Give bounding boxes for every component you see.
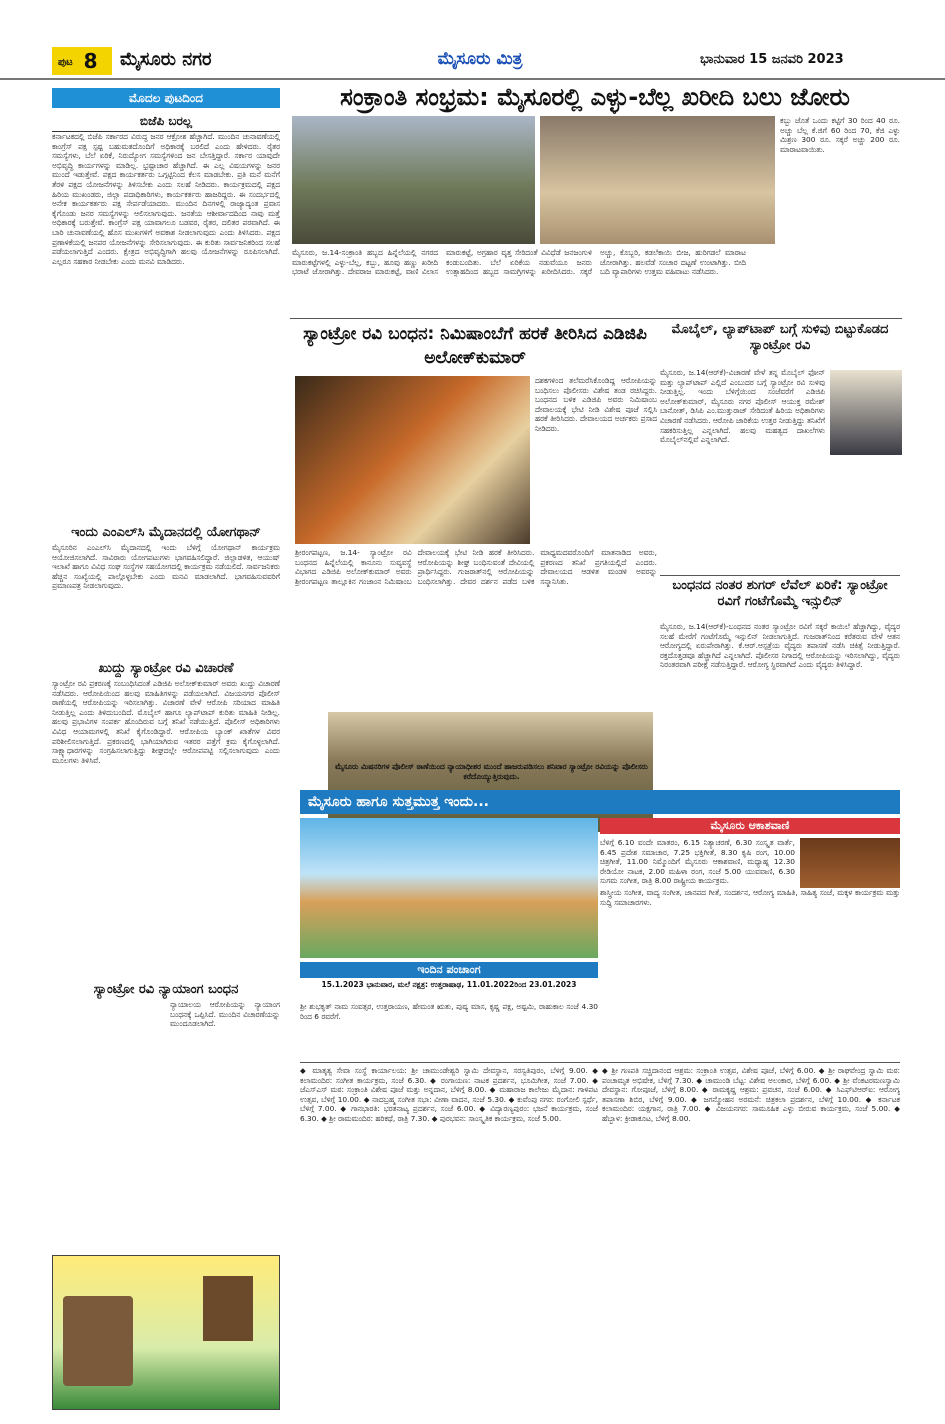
left-body-3: ಸ್ಯಾಂಟ್ರೋ ರವಿ ಪ್ರಕರಣಕ್ಕೆ ಸಂಬಂಧಿಸಿದಂತೆ ಎಡಿಜಿಪಿ ಅಲೋಕ್‌ಕುಮಾರ್ ಅವರು ಖುದ್ದು ವಿಚಾರಣೆ ನಡೆಸಿದರು. ಆರೋಪಿಯಿಂದ ಹಲವು ಮಾಹಿತಿಗಳನ್ನು ಪಡೆಯಲಾಗಿದೆ. ವಿಜಯನಗರ ಪೊಲೀಸ್ ಠಾಣೆಯಲ್ಲಿ ಆರೋಪಿಯನ್ನು ಇರಿಸಲಾಗಿತ್ತು. ವಿಚಾರಣೆ ವೇಳೆ ಆರೋಪಿ ಸರಿಯಾದ ಮಾಹಿತಿ ನೀಡುತ್ತಿಲ್ಲ ಎಂದು ತಿಳಿದುಬಂದಿದೆ. ಮೊಬೈಲ್ ಹಾಗೂ ಲ್ಯಾಪ್‌ಟಾಪ್ ಕುರಿತು ಮಾಹಿತಿ ನೀಡಿಲ್ಲ. ಹಲವು ಪ್ರಭಾವಿಗಳ ಸಂಪರ್ಕ ಹೊಂದಿರುವ ಬಗ್ಗೆ ತನಿಖೆ ನಡೆಯುತ್ತಿದೆ. ಪೊಲೀಸ್ ಅಧಿಕಾರಿಗಳು ವಿವಿಧ ಆಯಾಮಗಳಲ್ಲಿ ತನಿಖೆ ಕೈಗೊಂಡಿದ್ದಾರೆ. ಆರೋಪಿಯ ಬ್ಯಾಂಕ್ ಖಾತೆಗಳ ವಿವರ ಪರಿಶೀಲಿಸಲಾಗುತ್ತಿದೆ. ಪ್ರಕರಣದಲ್ಲಿ ಭಾಗಿಯಾಗಿರುವ ಇತರರ ಪತ್ತೆಗೆ ಕ್ರಮ ಕೈಗೊಳ್ಳಲಾಗಿದೆ. ಸಾಕ್ಷ್ಯಾಧಾರಗಳನ್ನು ಸಂಗ್ರಹಿಸಲಾಗುತ್ತಿದ್ದು ಶೀಘ್ರದಲ್ಲೇ ಆರೋಪಪಟ್ಟಿ ಸಲ್ಲಿಸಲಾಗುವುದು ಎಂದು ಮೂಲಗಳು ತಿಳಿಸಿವೆ. — [52, 679, 280, 765]
divider — [660, 575, 900, 576]
events-list-left: ◆ ಮಾತೃತ್ವ ಸೇವಾ ಸಂಸ್ಥೆ ಕಾರ್ಯಾಲಯ: ಶ್ರೀ ಚಾಮುಂಡೇಶ್ವರಿ ಸ್ವಾಮಿ ದೇವಸ್ಥಾನ, ಸರಸ್ವತಿಪುರಂ, ಬೆಳಿಗ್ಗೆ 9.00. ◆ ಕಲಾಮಂದಿರ: ಸಂಗೀತ ಕಾರ್ಯಕ್ರಮ, ಸಂಜೆ 6.30. ◆ ರಂಗಾಯಣ: ನಾಟಕ ಪ್ರದರ್ಶನ, ಭೂಮಿಗೀತ, ಸಂಜೆ 7.00. ◆ ಜೆಎಸ್‌ಎಸ್ ಮಠ: ಸಂಕ್ರಾಂತಿ ವಿಶೇಷ ಪೂಜೆ ಮತ್ತು ಅನ್ನದಾನ, ಬೆಳಿಗ್ಗೆ 8.00. ◆ ಮಹಾರಾಜ ಕಾಲೇಜು ಮೈದಾನ: ಗಾಳಿಪಟ ಉತ್ಸವ, ಬೆಳಿಗ್ಗೆ 10.00. ◆ ನಾದಬ್ರಹ್ಮ ಸಂಗೀತ ಸಭಾ: ವೀಣಾ ವಾದನ, ಸಂಜೆ 5.30. ◆ ಕುವೆಂಪು ನಗರ: ರಂಗೋಲಿ ಸ್ಪರ್ಧೆ, ಬೆಳಿಗ್ಗೆ 7.00. ◆ ಗಾನಭಾರತಿ: ಭರತನಾಟ್ಯ ಪ್ರದರ್ಶನ, ಸಂಜೆ 6.00. ◆ ವಿದ್ಯಾರಣ್ಯಪುರಂ: ಭಜನೆ ಕಾರ್ಯಕ್ರಮ, ಸಂಜೆ 6.30. ◆ ಶ್ರೀ ರಾಮಮಂದಿರ: ಹರಿಕಥೆ, ರಾತ್ರಿ 7.30. ◆ ಪುರಭವನ: ಸಾಂಸ್ಕೃತಿಕ ಕಾರ್ಯಕ್ರಮ, ಸಂಜೆ 5.00. — [300, 1066, 598, 1123]
paper-name: ಮೈಸೂರು ಮಿತ್ರ — [437, 49, 523, 69]
radio-icon — [800, 838, 900, 888]
section-title: ಮೈಸೂರು ನಗರ — [120, 49, 212, 70]
radio-heading: ಮೈಸೂರು ಆಕಾಶವಾಣಿ — [600, 818, 900, 834]
ad-small-photo — [203, 1276, 253, 1341]
events-list-right: ◆ ಶ್ರೀ ಗಣಪತಿ ಸಚ್ಚಿದಾನಂದ ಆಶ್ರಮ: ಸಂಕ್ರಾಂತಿ ಉತ್ಸವ, ವಿಶೇಷ ಪೂಜೆ, ಬೆಳಿಗ್ಗೆ 6.00. ◆ ಶ್ರೀ ರಾಘವೇಂದ್ರ ಸ್ವಾಮಿ ಮಠ: ಪಂಚಾಮೃತ ಅಭಿಷೇಕ, ಬೆಳಿಗ್ಗೆ 7.30. ◆ ಚಾಮುಂಡಿ ಬೆಟ್ಟ: ವಿಶೇಷ ಅಲಂಕಾರ, ಬೆಳಿಗ್ಗೆ 6.00. ◆ ಶ್ರೀ ವೆಂಕಟರಮಣಸ್ವಾಮಿ ದೇವಸ್ಥಾನ: ಗೋಪೂಜೆ, ಬೆಳಿಗ್ಗೆ 8.00. ◆ ರಾಮಕೃಷ್ಣ ಆಶ್ರಮ: ಪ್ರವಚನ, ಸಂಜೆ 6.00. ◆ ಸಿಎಫ್‌ಟಿಆರ್‌ಐ: ಆರೋಗ್ಯ ತಪಾಸಣಾ ಶಿಬಿರ, ಬೆಳಿಗ್ಗೆ 9.00. ◆ ಜಗನ್ಮೋಹನ ಅರಮನೆ: ಚಿತ್ರಕಲಾ ಪ್ರದರ್ಶನ, ಬೆಳಿಗ್ಗೆ 10.00. ◆ ಕರ್ನಾಟಕ ಕಲಾಮಂದಿರ: ಯಕ್ಷಗಾನ, ರಾತ್ರಿ 7.00. ◆ ವಿಜಯನಗರ: ಸಾಮೂಹಿಕ ಎಳ್ಳು ಬೀರುವ ಕಾರ್ಯಕ್ರಮ, ಸಂಜೆ 5.00. ◆ ಹೆಬ್ಬಾಳ: ಕ್ರೀಡಾಕೂಟ, ಬೆಳಿಗ್ಗೆ 8.00. — [602, 1066, 900, 1123]
officer-portrait-photo — [830, 370, 902, 455]
greeting-advertisement — [52, 1255, 280, 1410]
continued-tag: ಮೊದಲ ಪುಟದಿಂದ — [52, 88, 280, 108]
main-headline: ಸಂಕ್ರಾಂತಿ ಸಂಭ್ರಮ: ಮೈಸೂರಲ್ಲಿ ಎಳ್ಳು-ಬೆಲ್ಲ ಖರೀದಿ ಬಲು ಜೋರು — [340, 83, 850, 111]
left-body-1: ಕರ್ನಾಟಕದಲ್ಲಿ ಬಿಜೆಪಿ ಸರ್ಕಾರದ ವಿರುದ್ಧ ಜನರ ಆಕ್ರೋಶ ಹೆಚ್ಚಾಗಿದೆ. ಮುಂದಿನ ಚುನಾವಣೆಯಲ್ಲಿ ಕಾಂಗ್ರೆಸ್ ಪಕ್ಷ ಸ್ಪಷ್ಟ ಬಹುಮತದೊಂದಿಗೆ ಅಧಿಕಾರಕ್ಕೆ ಬರಲಿದೆ ಎಂದು ಹೇಳಿದರು. ರೈತರ ಸಮಸ್ಯೆಗಳು, ಬೆಲೆ ಏರಿಕೆ, ನಿರುದ್ಯೋಗ ಸಮಸ್ಯೆಗಳಿಂದ ಜನ ಬೇಸತ್ತಿದ್ದಾರೆ. ಸರ್ಕಾರ ಯಾವುದೇ ಅಭಿವೃದ್ಧಿ ಕಾರ್ಯಗಳನ್ನು ಮಾಡಿಲ್ಲ. ಭ್ರಷ್ಟಾಚಾರ ಹೆಚ್ಚಾಗಿದೆ. ಈ ಎಲ್ಲ ವಿಷಯಗಳನ್ನು ಜನರ ಮುಂದೆ ಇಡುತ್ತೇವೆ. ಪಕ್ಷದ ಕಾರ್ಯಕರ್ತರು ಒಗ್ಗಟ್ಟಿನಿಂದ ಕೆಲಸ ಮಾಡಬೇಕು. ಪ್ರತಿ ಮನೆ ಮನೆಗೆ ತೆರಳಿ ಪಕ್ಷದ ಯೋಜನೆಗಳನ್ನು ತಿಳಿಸಬೇಕು ಎಂದು ಸಲಹೆ ನೀಡಿದರು. ಕಾರ್ಯಕ್ರಮದಲ್ಲಿ ಪಕ್ಷದ ಹಿರಿಯ ಮುಖಂಡರು, ಜಿಲ್ಲಾ ಪದಾಧಿಕಾರಿಗಳು, ಕಾರ್ಯಕರ್ತರು ಹಾಜರಿದ್ದರು. ಈ ಸಂದರ್ಭದಲ್ಲಿ ಅನೇಕ ಕಾರ್ಯಕರ್ತರು ಪಕ್ಷ ಸೇರ್ಪಡೆಯಾದರು. ಮುಂದಿನ ದಿನಗಳಲ್ಲಿ ರಾಜ್ಯಾದ್ಯಂತ ಪ್ರವಾಸ ಕೈಗೊಂಡು ಜನರ ಸಮಸ್ಯೆಗಳನ್ನು ಆಲಿಸಲಾಗುವುದು. ಜನತೆಯ ಆಶೀರ್ವಾದದಿಂದ ನಾವು ಮತ್ತೆ ಅಧಿಕಾರಕ್ಕೆ ಬರುತ್ತೇವೆ. ಕಾಂಗ್ರೆಸ್ ಪಕ್ಷ ಯಾವಾಗಲೂ ಬಡವರ, ರೈತರ, ದಲಿತರ ಪರವಾಗಿದೆ. ಈ ಬಾರಿ ಚುನಾವಣೆಯಲ್ಲಿ ಹೊಸ ಮುಖಗಳಿಗೆ ಅವಕಾಶ ನೀಡಲಾಗುವುದು ಎಂದು ತಿಳಿಸಿದರು. ಪಕ್ಷದ ಪ್ರಣಾಳಿಕೆಯಲ್ಲಿ ಜನಪರ ಯೋಜನೆಗಳನ್ನು ಸೇರಿಸಲಾಗುವುದು. ಈ ಕುರಿತು ಸಾರ್ವಜನಿಕರಿಂದ ಸಲಹೆ ಪಡೆಯಲಾಗುತ್ತಿದೆ ಎಂದರು. ಕ್ಷೇತ್ರದ ಅಭಿವೃದ್ಧಿಗಾಗಿ ಹಲವು ಯೋಜನೆಗಳನ್ನು ರೂಪಿಸಲಾಗಿದೆ. ಎಲ್ಲರೂ ಸಹಕಾರ ನೀಡಬೇಕು ಎಂದು ಮನವಿ ಮಾಡಿದರು. — [52, 132, 280, 266]
left-body-2: ಮೈಸೂರಿನ ಎಂಎಲ್‌ಸಿ ಮೈದಾನದಲ್ಲಿ ಇಂದು ಬೆಳಿಗ್ಗೆ ಯೋಗಥಾನ್ ಕಾರ್ಯಕ್ರಮ ಆಯೋಜಿಸಲಾಗಿದೆ. ಸಾವಿರಾರು ಯೋಗಪಟುಗಳು ಭಾಗವಹಿಸಲಿದ್ದಾರೆ. ಜಿಲ್ಲಾಡಳಿತ, ಆಯುಷ್ ಇಲಾಖೆ ಹಾಗೂ ವಿವಿಧ ಸಂಘ ಸಂಸ್ಥೆಗಳ ಸಹಯೋಗದಲ್ಲಿ ಕಾರ್ಯಕ್ರಮ ನಡೆಯಲಿದೆ. ಸಾರ್ವಜನಿಕರು ಹೆಚ್ಚಿನ ಸಂಖ್ಯೆಯಲ್ಲಿ ಪಾಲ್ಗೊಳ್ಳಬೇಕು ಎಂದು ಮನವಿ ಮಾಡಲಾಗಿದೆ. ಭಾಗವಹಿಸುವವರಿಗೆ ಪ್ರಮಾಣಪತ್ರ ನೀಡಲಾಗುವುದು. — [52, 543, 280, 591]
left-heading-2: ಇಂದು ಎಂಎಲ್‌ಸಿ ಮೈದಾನದಲ್ಲಿ ಯೋಗಥಾನ್ — [71, 525, 261, 540]
story-headline-adgp: ಸ್ಯಾಂಟ್ರೋ ರವಿ ಬಂಧನ: ನಿಮಿಷಾಂಬೆಗೆ ಹರಕೆ ತೀರಿಸಿದ ಎಡಿಜಿಪಿ ಅಲೋಕ್‌ಕುಮಾರ್ — [303, 324, 647, 368]
main-story-body: ಮೈಸೂರು, ಜ.14-ಸಂಕ್ರಾಂತಿ ಹಬ್ಬದ ಹಿನ್ನೆಲೆಯಲ್ಲಿ ನಗರದ ಮಾರುಕಟ್ಟೆಗಳಲ್ಲಿ ಎಳ್ಳು-ಬೆಲ್ಲ, ಕಬ್ಬು, ಹೂವು ಹಣ್ಣು ಖರೀದಿ ಭರಾಟೆ ಜೋರಾಗಿತ್ತು. ದೇವರಾಜ ಮಾರುಕಟ್ಟೆ, ವಾಣಿ ವಿಲಾಸ ಮಾರುಕಟ್ಟೆ, ಅಗ್ರಹಾರ ವೃತ್ತ ಸೇರಿದಂತೆ ವಿವಿಧೆಡೆ ಜನಜಂಗುಳಿ ಕಂಡುಬಂದಿತು. ಬೆಲೆ ಏರಿಕೆಯ ನಡುವೆಯೂ ಜನರು ಉತ್ಸಾಹದಿಂದ ಹಬ್ಬದ ಸಾಮಗ್ರಿಗಳನ್ನು ಖರೀದಿಸಿದರು. ಸಕ್ಕರೆ ಅಚ್ಚು, ಕೊಬ್ಬರಿ, ಕಡಲೆಕಾಯಿ ಬೀಜ, ಹುರಿಗಡಲೆ ಮಾರಾಟ ಜೋರಾಗಿತ್ತು. ಹಲವೆಡೆ ಸಂಚಾರ ದಟ್ಟಣೆ ಉಂಟಾಗಿತ್ತು. ಬೀದಿ ಬದಿ ವ್ಯಾಪಾರಿಗಳು ಉತ್ತಮ ವಹಿವಾಟು ನಡೆಸಿದರು. — [292, 248, 746, 277]
market-crowd-photo-1 — [292, 116, 535, 244]
main-story-sidebar-text: ಕಬ್ಬು ಜೊತೆ ಒಂದು ಕಟ್ಟಿಗೆ 30 ರಿಂದ 40 ರೂ. ಅಚ್ಚು ಬೆಲ್ಲ ಕೆ.ಜಿಗೆ 60 ರಿಂದ 70, ಕೆಜಿ ಎಳ್ಳು ಮಿಶ್ರಣ 300 ರೂ. ಸಕ್ಕರೆ ಅಚ್ಚು 200 ರೂ. ಮಾರಾಟವಾಯಿತು. — [780, 116, 900, 154]
story-adgp-body: ಶ್ರೀರಂಗಪಟ್ಟಣ, ಜ.14- ಸ್ಯಾಂಟ್ರೋ ರವಿ ಬಂಧನದ ಹಿನ್ನೆಲೆಯಲ್ಲಿ ಕಾನೂನು ಸುವ್ಯವಸ್ಥೆ ವಿಭಾಗದ ಎಡಿಜಿಪಿ ಅಲೋಕ್‌ಕುಮಾರ್ ಅವರು ಶ್ರೀರಂಗಪಟ್ಟಣ ತಾಲ್ಲೂಕಿನ ಗಂಜಾಂನ ನಿಮಿಷಾಂಬ ದೇವಾಲಯಕ್ಕೆ ಭೇಟಿ ನೀಡಿ ಹರಕೆ ತೀರಿಸಿದರು. ಆರೋಪಿಯನ್ನು ಶೀಘ್ರ ಬಂಧಿಸುವಂತೆ ದೇವಿಯಲ್ಲಿ ಪ್ರಾರ್ಥಿಸಿದ್ದರು. ಗುಜರಾತ್‌ನಲ್ಲಿ ಆರೋಪಿಯನ್ನು ಬಂಧಿಸಲಾಗಿತ್ತು. ದೇವರ ದರ್ಶನ ಪಡೆದ ಬಳಿಕ ಮಾಧ್ಯಮದವರೊಂದಿಗೆ ಮಾತನಾಡಿದ ಅವರು, ಪ್ರಕರಣದ ತನಿಖೆ ಪ್ರಗತಿಯಲ್ಲಿದೆ ಎಂದರು. ದೇವಾಲಯದ ಆಡಳಿತ ಮಂಡಳಿ ಅವರನ್ನು ಸನ್ಮಾನಿಸಿತು. — [295, 548, 657, 586]
temple-offering-photo — [295, 376, 530, 544]
mysore-palace-photo — [300, 818, 598, 958]
left-column — [52, 112, 280, 1120]
story-headline-mobile: ಮೊಬೈಲ್, ಲ್ಯಾಪ್‌ಟಾಪ್ ಬಗ್ಗೆ ಸುಳಿವು ಬಿಟ್ಟುಕೊಡದ ಸ್ಯಾಂಟ್ರೋ ರವಿ — [671, 322, 889, 353]
left-heading-4: ಸ್ಯಾಂಟ್ರೋ ರವಿ ನ್ಯಾಯಾಂಗ ಬಂಧನ — [93, 982, 239, 997]
radio-schedule: ಬೆಳಿಗ್ಗೆ 6.10 ವಂದೇ ಮಾತರಂ, 6.15 ನಿತ್ಯಾಚರಣೆ, 6.30 ಸಂಸ್ಕೃತ ವಾರ್ತೆ, 6.45 ಪ್ರದೇಶ ಸಮಾಚಾರ, 7.25 ಭಕ್ತಿಗೀತೆ, 8.30 ಕೃಷಿ ರಂಗ, 10.00 ಚಿತ್ರಗೀತೆ, 11.00 ನಿಮ್ಮೊಂದಿಗೆ ಮೈಸೂರು ಆಕಾಶವಾಣಿ, ಮಧ್ಯಾಹ್ನ 12.30 ರೇಡಿಯೋ ನಾಟಕ, 2.00 ಮಹಿಳಾ ರಂಗ, ಸಂಜೆ 5.00 ಯುವವಾಣಿ, 6.30 ಸುಗಮ ಸಂಗೀತ, ರಾತ್ರಿ 8.00 ರಾಷ್ಟ್ರೀಯ ಕಾರ್ಯಕ್ರಮ. — [600, 838, 795, 886]
divider — [290, 318, 902, 319]
page-label: ಪುಟ — [58, 56, 73, 68]
radio-schedule-2: ಶಾಸ್ತ್ರೀಯ ಸಂಗೀತ, ವಾದ್ಯ ಸಂಗೀತ, ಜಾನಪದ ಗೀತೆ, ಸಂದರ್ಶನ, ಆರೋಗ್ಯ ಮಾಹಿತಿ, ಸಾಹಿತ್ಯ ಸಂಜೆ, ಮಕ್ಕಳ ಕಾರ್ಯಕ್ರಮ ಮತ್ತು ಸುದ್ದಿ ಸಮಾಚಾರಗಳು. — [600, 888, 900, 907]
story-sugar-body: ಮೈಸೂರು, ಜ.14(ಆರ್‌ಕೆ)-ಬಂಧನದ ನಂತರ ಸ್ಯಾಂಟ್ರೋ ರವಿಗೆ ಸಕ್ಕರೆ ಕಾಯಿಲೆ ಹೆಚ್ಚಾಗಿದ್ದು, ವೈದ್ಯರ ಸಲಹೆ ಮೇರೆಗೆ ಗಂಟೆಗೊಮ್ಮೆ ಇನ್ಸುಲಿನ್ ನೀಡಲಾಗುತ್ತಿದೆ. ಗುಜರಾತ್‌ನಿಂದ ಕರೆತರುವ ವೇಳೆ ಆತನ ಆರೋಗ್ಯದಲ್ಲಿ ಏರುಪೇರಾಗಿತ್ತು. ಕೆ.ಆರ್.ಆಸ್ಪತ್ರೆಯ ವೈದ್ಯರು ತಪಾಸಣೆ ನಡೆಸಿ ಚಿಕಿತ್ಸೆ ನೀಡುತ್ತಿದ್ದಾರೆ. ರಕ್ತದೊತ್ತಡವೂ ಹೆಚ್ಚಾಗಿದೆ ಎನ್ನಲಾಗಿದೆ. ಪೊಲೀಸರ ನಿಗಾದಲ್ಲಿ ಆರೋಪಿಯನ್ನು ಇರಿಸಲಾಗಿದ್ದು, ವೈದ್ಯರು ನಿರಂತರವಾಗಿ ಪರೀಕ್ಷೆ ನಡೆಸುತ್ತಿದ್ದಾರೆ. ಆರೋಗ್ಯ ಸ್ಥಿರವಾಗಿದೆ ಎಂದು ವೈದ್ಯರು ತಿಳಿಸಿದ್ದಾರೆ. — [660, 622, 900, 670]
left-heading-1: ಬಿಜೆಪಿ ಬರಲ್ಲ — [52, 112, 280, 132]
page-number: 8 — [83, 49, 98, 73]
story-mobile-body: ಮೈಸೂರು, ಜ.14(ಆರ್‌ಕೆ)-ವಿಚಾರಣೆ ವೇಳೆ ತನ್ನ ಮೊಬೈಲ್ ಫೋನ್ ಮತ್ತು ಲ್ಯಾಪ್‌ಟಾಪ್ ಎಲ್ಲಿದೆ ಎಂಬುದರ ಬಗ್ಗೆ ಸ್ಯಾಂಟ್ರೋ ರವಿ ಸುಳಿವು ನೀಡುತ್ತಿಲ್ಲ. ಇಂದು ಬೆಳಿಗ್ಗೆಯಿಂದ ಸಂಜೆವರೆಗೆ ಎಡಿಜಿಪಿ ಅಲೋಕ್‌ಕುಮಾರ್, ಮೈಸೂರು ನಗರ ಪೊಲೀಸ್ ಆಯುಕ್ತ ರಮೇಶ್ ಬಾನೋತ್, ಡಿಸಿಪಿ ಎಂ.ಮುತ್ತುರಾಜ್ ಸೇರಿದಂತೆ ಹಿರಿಯ ಅಧಿಕಾರಿಗಳು ವಿಚಾರಣೆ ನಡೆಸಿದರು. ಆರೋಪಿ ಜಾರಿಕೆಯ ಉತ್ತರ ನೀಡುತ್ತಿದ್ದು ತನಿಖೆಗೆ ಸಹಕರಿಸುತ್ತಿಲ್ಲ ಎನ್ನಲಾಗಿದೆ. ಹಲವು ಮಹತ್ವದ ದಾಖಲೆಗಳು ಮೊಬೈಲ್‌ನಲ್ಲಿವೆ ಎನ್ನಲಾಗಿದೆ. — [660, 368, 825, 445]
story-adgp-sidebar: ದಶಕಗಳಿಂದ ತಲೆಮರೆಸಿಕೊಂಡಿದ್ದ ಆರೋಪಿಯನ್ನು ಬಂಧಿಸಲು ಪೊಲೀಸರು ವಿಶೇಷ ತಂಡ ರಚಿಸಿದ್ದರು. ಬಂಧನದ ಬಳಿಕ ಎಡಿಜಿಪಿ ಅವರು ನಿಮಿಷಾಂಬ ದೇವಾಲಯಕ್ಕೆ ಭೇಟಿ ನೀಡಿ ವಿಶೇಷ ಪೂಜೆ ಸಲ್ಲಿಸಿ ಹರಕೆ ತೀರಿಸಿದರು. ದೇವಾಲಯದ ಅರ್ಚಕರು ಪ್ರಸಾದ ನೀಡಿದರು. — [535, 376, 657, 433]
photo-caption: ಮೈಸೂರು ಮಿಷನರಿಗಳ ಪೊಲೀಸ್ ಠಾಣೆಯಿಂದ ನ್ಯಾಯಾಧೀಶರ ಮುಂದೆ ಹಾಜರುಪಡಿಸಲು ಶನಿವಾರ ಸ್ಯಾಂಟ್ರೋ ರವಿಯನ್ನು ಪೊಲೀಸರು ಕರೆದೊಯ್ಯುತ್ತಿರುವುದು. — [335, 762, 648, 781]
story-headline-sugar: ಬಂಧನದ ನಂತರ ಶುಗರ್ ಲೆವೆಲ್ ಏರಿಕೆ: ಸ್ಯಾಂಟ್ರೋ ರವಿಗೆ ಗಂಟೆಗೊಮ್ಮೆ ಇನ್ಸುಲಿನ್ — [672, 578, 888, 609]
panchanga-line: 15.1.2023 ಭಾನುವಾರ, ಮಲೆ ನಕ್ಷತ್ರ: ಉತ್ತರಾಷಾಢ, 11.01.2022ರಿಂದ 23.01.2023 — [321, 980, 577, 989]
panchanga-heading: ಇಂದಿನ ಪಂಚಾಂಗ — [300, 962, 598, 978]
ad-portrait-photo — [63, 1296, 133, 1386]
divider — [300, 1062, 900, 1063]
issue-date: ಭಾನುವಾರ 15 ಜನವರಿ 2023 — [700, 52, 844, 67]
page-number-box — [52, 47, 112, 75]
left-heading-3: ಖುದ್ದು ಸ್ಯಾಂಟ್ರೋ ರವಿ ವಿಚಾರಣೆ — [98, 661, 234, 676]
panchanga-body: ಶ್ರೀ ಶುಭಕೃತ್ ನಾಮ ಸಂವತ್ಸರ, ಉತ್ತರಾಯಣ, ಹೇಮಂತ ಋತು, ಪುಷ್ಯ ಮಾಸ, ಕೃಷ್ಣ ಪಕ್ಷ, ಅಷ್ಟಮಿ, ರಾಹುಕಾಲ ಸಂಜೆ 4.30 ರಿಂದ 6 ರವರೆಗೆ. — [300, 1002, 598, 1021]
market-crowd-photo-2 — [540, 116, 775, 244]
left-body-4: ನ್ಯಾಯಾಲಯ ಆರೋಪಿಯನ್ನು ನ್ಯಾಯಾಂಗ ಬಂಧನಕ್ಕೆ ಒಪ್ಪಿಸಿದೆ. ಮುಂದಿನ ವಿಚಾರಣೆಯನ್ನು ಮುಂದೂಡಲಾಗಿದೆ. — [170, 1000, 280, 1029]
events-title: ಮೈಸೂರು ಹಾಗೂ ಸುತ್ತಮುತ್ತ ಇಂದು... — [300, 790, 900, 814]
